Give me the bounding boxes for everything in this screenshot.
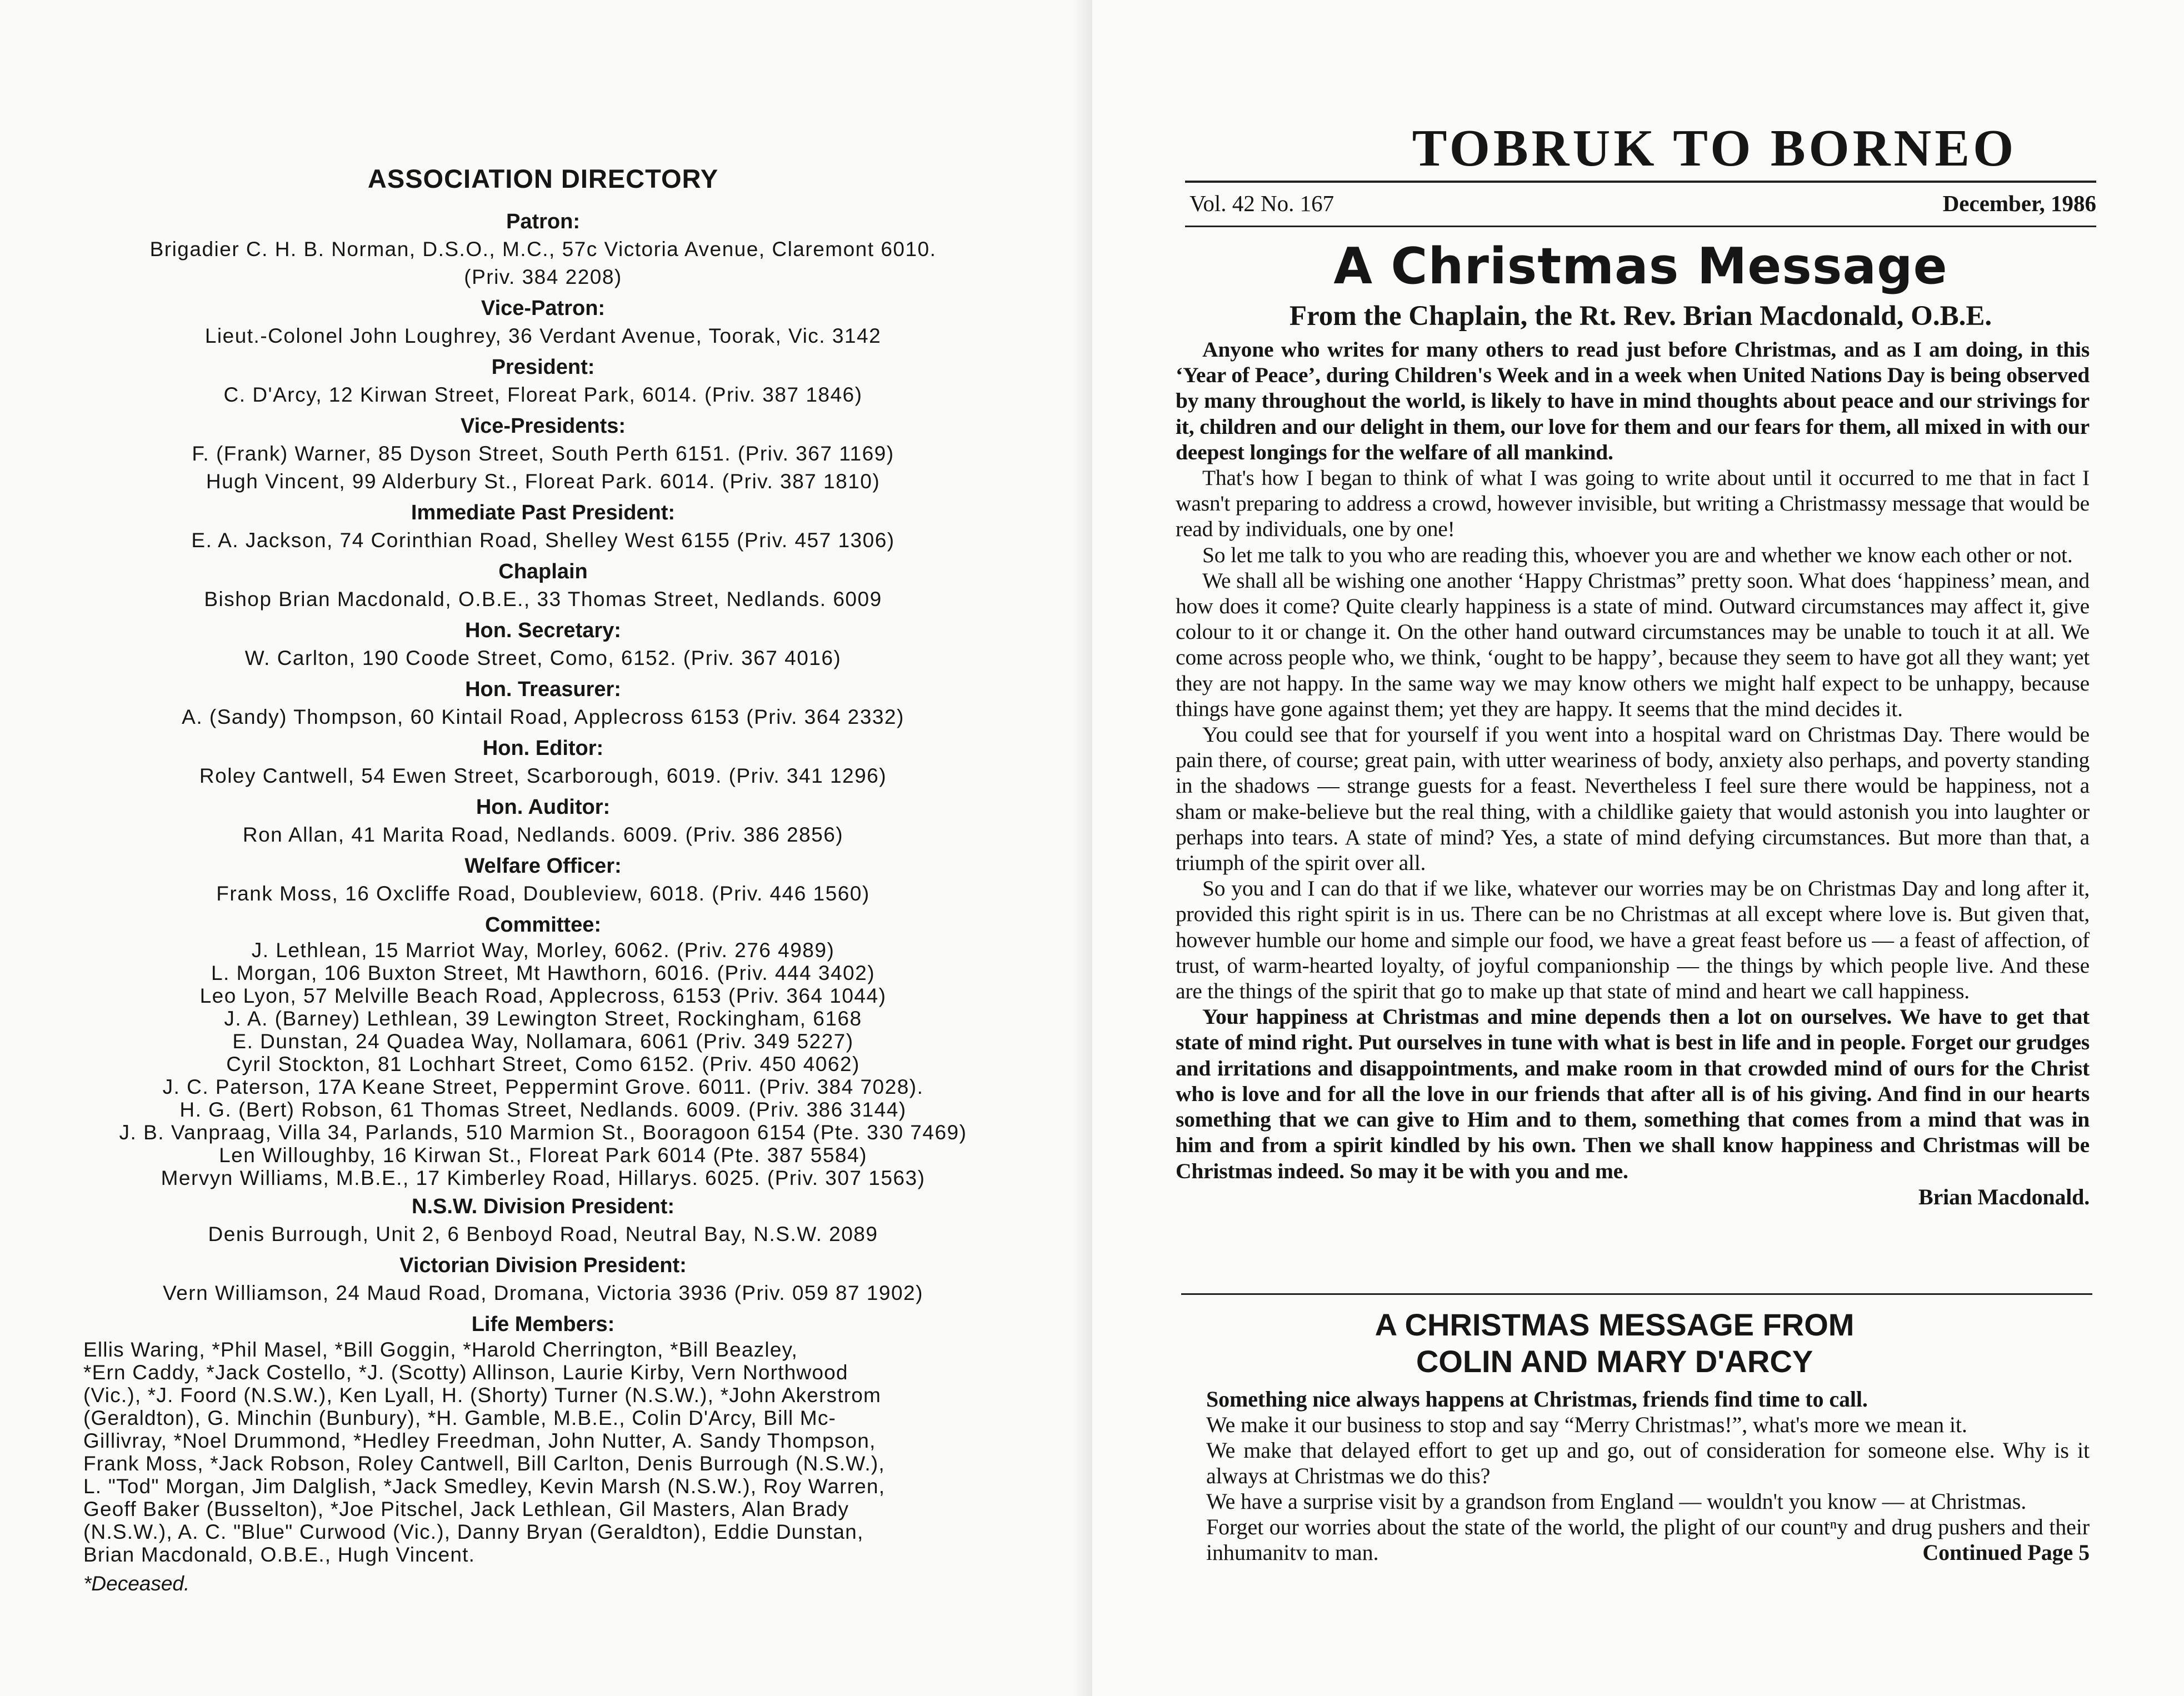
committee-member: J. C. Paterson, 17A Keane Street, Peppermint Grove. 6011. (Priv. 384 7028). bbox=[162, 1075, 924, 1098]
christmas-message-title: A Christmas Message bbox=[1333, 237, 1948, 296]
directory-section bbox=[83, 294, 1003, 350]
vic-heading: Victorian Division President: bbox=[399, 1254, 687, 1277]
vic-entry: Vern Williamson, 24 Maud Road, Dromana, Victoria 3936 (Priv. 059 87 1902) bbox=[163, 1282, 923, 1304]
section-entry: Roley Cantwell, 54 Ewen Street, Scarborough, 6019. (Priv. 341 1296) bbox=[199, 764, 887, 787]
committee-member: H. G. (Bert) Robson, 61 Thomas Street, Nedlands. 6009. (Priv. 386 3144) bbox=[179, 1098, 907, 1121]
darcy-paragraph: We make it our business to stop and say “Merry Christmas!”, what's more we mean it. bbox=[1206, 1412, 1967, 1437]
directory-section bbox=[83, 208, 1003, 291]
directory-section bbox=[83, 676, 1003, 731]
continued-link[interactable]: Continued Page 5 bbox=[1922, 1540, 2090, 1565]
committee-member: Leo Lyon, 57 Melville Beach Road, Applecross, 6153 (Priv. 364 1044) bbox=[199, 984, 887, 1007]
darcy-message-body bbox=[1206, 1387, 2090, 1565]
darcy-paragraph: Forget our worries about the state of the world, the plight of our countⁿy and drug pushers and their inhumanitv to man. bbox=[1206, 1514, 2090, 1565]
directory-section bbox=[83, 558, 1003, 613]
christmas-message-signature: Brian Macdonald. bbox=[1918, 1184, 2090, 1209]
section-entry: Bishop Brian Macdonald, O.B.E., 33 Thomas Street, Nedlands. 6009 bbox=[204, 588, 882, 611]
life-members-list bbox=[83, 1338, 1003, 1566]
section-heading: Chaplain bbox=[498, 560, 588, 583]
message-paragraph: You could see that for yourself if you went into a hospital ward on Christmas Day. There would be pain there, of course; great pain, with utter weariness of body, anxiety also perhaps, and poverty standing in the shadows — strange guests for a feast. Nevertheless I feel sure there would be happiness, not a sham or make-believe but the real thing, with a childlike gaiety that would astonish you into laughter or perhaps into tears. A state of mind? Yes, a state of mind defying circumstances. But more than that, a triumph of the spirit over all. bbox=[1176, 722, 2090, 875]
message-paragraph: Your happiness at Christmas and mine depends then a lot on ourselves. We have to get that state of mind right. Put ourselves in tune with what is best in life and in people. Forget our grudges and irritations and disappointments, and make room in that crowded mind of ours for the Christ who is love and for all the love in our friends that after all is of his giving. And find in our hearts something that we can give to Him and to them, something that comes from a mind that was in him and from a spirit kindled by his own. Then we shall know happiness and Christmas will be Christmas indeed. So may it be with you and me. bbox=[1176, 1004, 2090, 1183]
nsw-heading: N.S.W. Division President: bbox=[412, 1195, 674, 1218]
section-heading: President: bbox=[491, 356, 595, 379]
darcy-paragraph: We make that delayed effort to get up and go, out of consideration for someone else. Why is it always at Christmas we do this? bbox=[1206, 1438, 2090, 1488]
directory-section bbox=[83, 793, 1003, 849]
committee-member: E. Dunstan, 24 Quadea Way, Nollamara, 6061 (Priv. 349 5227) bbox=[232, 1030, 854, 1053]
committee-member: J. A. (Barney) Lethlean, 39 Lewington Street, Rockingham, 6168 bbox=[224, 1007, 862, 1030]
section-entry: F. (Frank) Warner, 85 Dyson Street, South Perth 6151. (Priv. 367 1169) bbox=[192, 442, 894, 465]
section-heading: Hon. Secretary: bbox=[465, 619, 621, 642]
section-entry: Brigadier C. H. B. Norman, D.S.O., M.C., 57c Victoria Avenue, Claremont 6010. bbox=[149, 238, 937, 261]
committee-member: J. B. Vanpraag, Villa 34, Parlands, 510 Marmion St., Booragoon 6154 (Pte. 330 7469) bbox=[119, 1121, 967, 1144]
nsw-section bbox=[83, 1193, 1003, 1248]
section-entry: A. (Sandy) Thompson, 60 Kintail Road, Applecross 6153 (Priv. 364 2332) bbox=[182, 706, 904, 728]
life-members-line: L. "Tod" Morgan, Jim Dalglish, *Jack Smedley, Kevin Marsh (N.S.W.), Roy Warren, bbox=[83, 1475, 886, 1498]
section-heading: Hon. Editor: bbox=[482, 737, 604, 760]
directory-section bbox=[83, 852, 1003, 908]
committee-member: J. Lethlean, 15 Marriot Way, Morley, 6062. (Priv. 276 4989) bbox=[251, 939, 835, 962]
life-members-line: Ellis Waring, *Phil Masel, *Bill Goggin, *Harold Cherrington, *Bill Beazley, bbox=[83, 1338, 798, 1361]
masthead-rule-top bbox=[1185, 181, 2096, 183]
darcy-message-title bbox=[1226, 1307, 2003, 1380]
issue-volume: Vol. 42 No. 167 bbox=[1190, 191, 1335, 216]
section-heading: Hon. Auditor: bbox=[476, 796, 611, 819]
section-heading: Hon. Treasurer: bbox=[465, 678, 621, 701]
life-members-line: (N.S.W.), A. C. "Blue" Curwood (Vic.), Danny Bryan (Geraldton), Eddie Dunstan, bbox=[83, 1520, 864, 1543]
right-page bbox=[1092, 0, 2184, 1696]
life-members-line: Geoff Baker (Busselton), *Joe Pitschel, Jack Lethlean, Gil Masters, Alan Brady bbox=[83, 1498, 849, 1520]
directory-section bbox=[83, 499, 1003, 554]
committee-heading: Committee: bbox=[484, 913, 602, 937]
section-heading: Patron: bbox=[506, 210, 580, 233]
section-heading: Vice-Presidents: bbox=[460, 414, 626, 438]
life-members-line: Brian Macdonald, O.B.E., Hugh Vincent. bbox=[83, 1543, 476, 1566]
section-entry: Lieut.-Colonel John Loughrey, 36 Verdant Avenue, Toorak, Vic. 3142 bbox=[204, 324, 882, 347]
christmas-message-body bbox=[1176, 337, 2090, 1210]
masthead-rule-bottom bbox=[1185, 226, 2096, 227]
message-paragraph: That's how I began to think of what I was going to write about until it occurred to me that in fact I wasn't preparing to address a crowd, however invisible, but writing a Christmassy message that would be read by individuals, one by one! bbox=[1176, 466, 2090, 542]
section-entry: C. D'Arcy, 12 Kirwan Street, Floreat Park, 6014. (Priv. 387 1846) bbox=[223, 383, 863, 406]
section-entry: E. A. Jackson, 74 Corinthian Road, Shelley West 6155 (Priv. 457 1306) bbox=[191, 529, 895, 552]
committee-list bbox=[83, 939, 1003, 1189]
life-members-section bbox=[83, 1310, 1003, 1599]
section-entry: Hugh Vincent, 99 Alderbury St., Floreat Park. 6014. (Priv. 387 1810) bbox=[206, 470, 881, 493]
section-entry: Ron Allan, 41 Marita Road, Nedlands. 6009. (Priv. 386 2856) bbox=[242, 823, 844, 846]
life-members-line: Frank Moss, *Jack Robson, Roley Cantwell, Bill Carlton, Denis Burrough (N.S.W.), bbox=[83, 1452, 885, 1475]
directory-section bbox=[83, 412, 1003, 496]
message-paragraph: Anyone who writes for many others to read just before Christmas, and as I am doing, in this ‘Year of Peace’, during Children's Week and in a week when United Nations Day is being observed by many throughout the world, is likely to have in mind thoughts about peace and our strivings for it, children and our delight in them, our love for them and our fears for them, all mixed in with our deepest longings for the welfare of all mankind. bbox=[1176, 337, 2090, 464]
darcy-paragraph: We have a surprise visit by a grandson from England — wouldn't you know — at Christmas. bbox=[1206, 1489, 2027, 1514]
life-members-line: Gillivray, *Noel Drummond, *Hedley Freedman, John Nutter, A. Sandy Thompson, bbox=[83, 1429, 876, 1452]
life-members-line: *Ern Caddy, *Jack Costello, *J. (Scotty) Allinson, Laurie Kirby, Vern Northwood bbox=[83, 1361, 848, 1384]
life-members-line: (Vic.), *J. Foord (N.S.W.), Ken Lyall, H. (Shorty) Turner (N.S.W.), *John Akerstrom bbox=[83, 1384, 882, 1407]
christmas-message-subtitle: From the Chaplain, the Rt. Rev. Brian Macdonald, O.B.E. bbox=[1289, 301, 1992, 332]
committee-member: Cyril Stockton, 81 Lochhart Street, Como 6152. (Priv. 450 4062) bbox=[226, 1053, 860, 1075]
directory-section bbox=[83, 617, 1003, 672]
section-heading: Immediate Past President: bbox=[411, 501, 676, 524]
darcy-title-line1: A CHRISTMAS MESSAGE FROM bbox=[1375, 1307, 1855, 1342]
section-entry: W. Carlton, 190 Coode Street, Como, 6152. (Priv. 367 4016) bbox=[244, 647, 842, 669]
christmas-message-paragraphs bbox=[1176, 337, 2090, 1184]
message-paragraph: So you and I can do that if we like, whatever our worries may be on Christmas Day and long after it, provided this right spirit is in us. There can be no Christmas at all except where love is. But given that, however humble our home and simple our food, we have a great feast before us — a feast of affection, of trust, of warm-hearted loyalty, of joyful companionship — the things by which people live. And these are the things of the spirit that go to make up that state of mind and heart we call happiness. bbox=[1176, 876, 2090, 1004]
directory-sections bbox=[83, 208, 1003, 908]
message-paragraph: We shall all be wishing one another ‘Happy Christmas” pretty soon. What does ‘happiness’ mean, and how does it come? Quite clearly happiness is a state of mind. Outward circumstances may affect it, give colour to it or change it. On the other hand outward circumstances may be unable to touch it at all. We come across people who, we think, ‘ought to be happy’, because they seem to have got all they want; yet they are not happy. In the same way we may know others we might half expect to be unhappy, because things have gone against them; yet they are happy. It seems that the mind decides it. bbox=[1176, 568, 2090, 721]
issue-date: December, 1986 bbox=[1942, 191, 2096, 216]
committee-member: L. Morgan, 106 Buxton Street, Mt Hawthorn, 6016. (Priv. 444 3402) bbox=[211, 962, 876, 984]
committee-member: Len Willoughby, 16 Kirwan St., Floreat Park 6014 (Pte. 387 5584) bbox=[219, 1144, 867, 1167]
vic-section bbox=[83, 1252, 1003, 1307]
darcy-lead: Something nice always happens at Christmas, friends find time to call. bbox=[1206, 1387, 1868, 1412]
section-heading: Welfare Officer: bbox=[464, 854, 622, 878]
section-entry: (Priv. 384 2208) bbox=[464, 266, 622, 288]
committee-section bbox=[83, 911, 1003, 1189]
section-heading: Vice-Patron: bbox=[481, 297, 606, 320]
nsw-entry: Denis Burrough, Unit 2, 6 Benboyd Road, Neutral Bay, N.S.W. 2089 bbox=[208, 1223, 878, 1245]
section-entry: Frank Moss, 16 Oxcliffe Road, Doubleview, 6018. (Priv. 446 1560) bbox=[216, 882, 870, 905]
deceased-note: *Deceased. bbox=[83, 1572, 190, 1595]
directory-section bbox=[83, 734, 1003, 790]
directory-section bbox=[83, 353, 1003, 409]
message-paragraph: So let me talk to you who are reading this, whoever you are and whether we know each other or not. bbox=[1202, 542, 2073, 567]
life-members-heading: Life Members: bbox=[471, 1313, 615, 1336]
directory-title: ASSOCIATION DIRECTORY bbox=[367, 164, 719, 193]
newsletter-masthead: TOBRUK TO BORNEO bbox=[1412, 119, 2017, 177]
association-directory bbox=[83, 162, 1003, 1599]
committee-member: Mervyn Williams, M.B.E., 17 Kimberley Road, Hillarys. 6025. (Priv. 307 1563) bbox=[161, 1167, 926, 1189]
darcy-title-line2: COLIN AND MARY D'ARCY bbox=[1416, 1344, 1813, 1379]
life-members-line: (Geraldton), G. Minchin (Bunbury), *H. Gamble, M.B.E., Colin D'Arcy, Bill Mc- bbox=[83, 1407, 837, 1429]
section-divider bbox=[1181, 1293, 2092, 1295]
